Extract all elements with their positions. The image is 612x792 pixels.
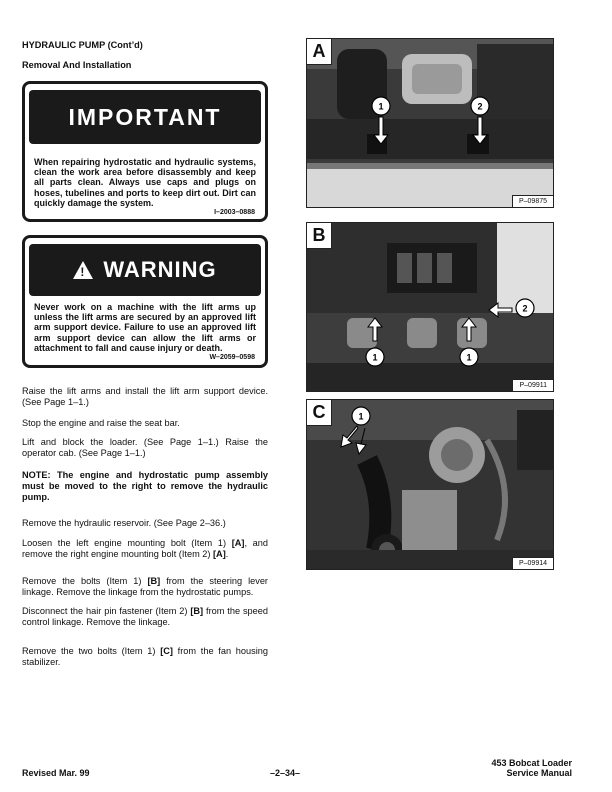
section-title: HYDRAULIC PUMP (Cont’d) <box>22 40 143 50</box>
engine-mount-photo <box>307 39 554 208</box>
step-remove-reservoir: Remove the hydraulic reservoir. (See Page 2–36.) <box>22 518 226 528</box>
callout-a-2: 2 <box>477 101 483 112</box>
step-steering-linkage: Remove the bolts (Item 1) [B] from the steering lever linkage. Remove the linkage from the hydrostatic pumps. <box>22 576 268 597</box>
footer-revised: Revised Mar. 99 <box>22 768 90 778</box>
photo-a-code: P–09875 <box>512 195 553 207</box>
warning-heading: WARNING <box>103 257 217 282</box>
important-code: I–2003–0888 <box>214 209 255 217</box>
step-raise-lift-arms: Raise the lift arms and install the lift arm support device. (See Page 1–1.) <box>22 386 268 407</box>
footer-model: 453 Bobcat Loader <box>491 758 572 768</box>
fan-housing-photo <box>307 400 554 570</box>
callout-b-2: 2 <box>522 303 528 314</box>
photo-c <box>306 399 554 570</box>
photo-b-letter: B <box>307 223 332 249</box>
warning-triangle-icon: ! <box>73 261 93 279</box>
photo-b <box>306 222 554 392</box>
step-engine-mount-bolts: Loosen the left engine mounting bolt (Item 1) [A], and remove the right engine mounting bolt (Item 2) [A]. <box>22 538 269 559</box>
step-stop-engine: Stop the engine and raise the seat bar. <box>22 418 180 428</box>
warning-code: W–2059–0598 <box>209 354 255 362</box>
note <box>22 470 268 502</box>
photo-c-letter: C <box>307 400 332 426</box>
important-notice <box>22 81 268 222</box>
warning-text: Never work on a machine with the lift arms up unless the lift arms are secured by an approved lift arm support device. Failure to use an approved lift arm support device can allow the lift arms or attachment to fall and cause injury or death. <box>34 302 256 353</box>
photo-c-code: P–09914 <box>512 557 553 569</box>
photo-a <box>306 38 554 208</box>
linkage-photo <box>307 223 554 392</box>
callout-c-1: 1 <box>358 411 364 422</box>
footer-manual-title: Service Manual <box>506 768 572 778</box>
photo-b-code: P–09911 <box>512 379 553 391</box>
warning-notice <box>22 235 268 368</box>
callout-a-1: 1 <box>378 101 384 112</box>
footer-page-number: –2–34– <box>270 768 301 778</box>
note-label: NOTE: <box>22 470 51 480</box>
step-fan-housing-bolts: Remove the two bolts (Item 1) [C] from the fan housing stabilizer. <box>22 646 268 667</box>
callout-b-1-left: 1 <box>372 352 378 363</box>
photo-a-letter: A <box>307 39 332 65</box>
step-lift-block: Lift and block the loader. (See Page 1–1.) Raise the operator cab. (See Page 1–1.) <box>22 437 268 458</box>
important-heading: IMPORTANT <box>29 90 261 144</box>
step-hair-pin: Disconnect the hair pin fastener (Item 2) [B] from the speed control linkage. Remove the linkage. <box>22 606 268 627</box>
note-text: The engine and hydrostatic pump assembly must be moved to the right to remove the hydraulic pump. <box>22 470 268 502</box>
important-text: When repairing hydrostatic and hydraulic systems, clean the work area before disassembly and keep all parts clean. Always use caps and plugs on hoses, tubelines and ports to keep dirt out. Dirt can quickly damage the system. <box>34 157 256 208</box>
subsection-title: Removal And Installation <box>22 60 132 70</box>
footer-manual <box>491 758 572 778</box>
callout-b-1-right: 1 <box>466 352 472 363</box>
